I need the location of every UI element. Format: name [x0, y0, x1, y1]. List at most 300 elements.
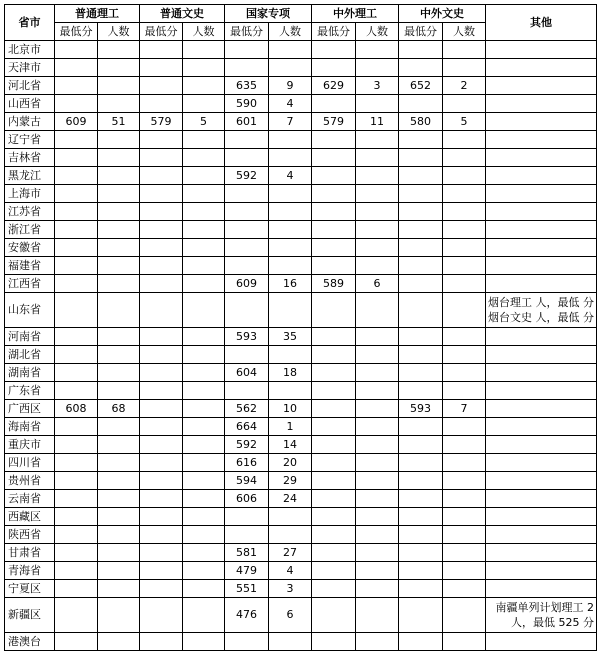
header-count: 人数: [183, 23, 225, 41]
other-note-cell: [486, 221, 597, 239]
sino-foreign-arts-min-cell: [399, 221, 443, 239]
sino-foreign-science-min-cell: 589: [312, 275, 356, 293]
province-cell: 陕西省: [5, 526, 55, 544]
sino-foreign-arts-count-cell: 7: [443, 400, 486, 418]
sino-foreign-science-count-cell: [356, 382, 399, 400]
sino-foreign-science-min-cell: [312, 257, 356, 275]
sino-foreign-arts-count-cell: [443, 203, 486, 221]
sino-foreign-arts-min-cell: [399, 149, 443, 167]
national-special-min-cell: [225, 382, 269, 400]
sino-foreign-arts-count-cell: [443, 508, 486, 526]
table-row: [5, 149, 597, 167]
regular-science-count-cell: [98, 633, 140, 651]
header-group-national-special: 国家专项: [225, 5, 312, 23]
table-row: [5, 113, 597, 131]
sino-foreign-arts-min-cell: [399, 454, 443, 472]
national-special-min-cell: 590: [225, 95, 269, 113]
other-note-cell: [486, 185, 597, 203]
regular-arts-min-cell: [140, 580, 183, 598]
sino-foreign-arts-count-cell: [443, 59, 486, 77]
regular-arts-count-cell: [183, 364, 225, 382]
regular-science-count-cell: [98, 382, 140, 400]
table-row: [5, 275, 597, 293]
other-note-cell: [486, 508, 597, 526]
regular-arts-count-cell: [183, 633, 225, 651]
sino-foreign-science-min-cell: [312, 400, 356, 418]
sino-foreign-science-min-cell: [312, 436, 356, 454]
table-row: [5, 293, 597, 328]
other-note-cell: [486, 41, 597, 59]
sino-foreign-arts-count-cell: [443, 328, 486, 346]
regular-arts-min-cell: [140, 346, 183, 364]
national-special-min-cell: [225, 185, 269, 203]
regular-science-count-cell: [98, 95, 140, 113]
header-group-sino-foreign-science: 中外理工: [312, 5, 399, 23]
sino-foreign-arts-min-cell: [399, 239, 443, 257]
regular-science-count-cell: [98, 239, 140, 257]
province-cell: 山东省: [5, 293, 55, 328]
regular-science-min-cell: [55, 598, 98, 633]
sino-foreign-science-count-cell: [356, 436, 399, 454]
other-note-cell: [486, 149, 597, 167]
other-note-cell: 烟台理工 人，最低 分 烟台文史 人，最低 分: [486, 293, 597, 328]
province-cell: 黑龙江: [5, 167, 55, 185]
regular-arts-min-cell: [140, 185, 183, 203]
province-cell: 吉林省: [5, 149, 55, 167]
national-special-min-cell: 581: [225, 544, 269, 562]
national-special-count-cell: 6: [269, 598, 312, 633]
regular-arts-min-cell: [140, 275, 183, 293]
regular-science-count-cell: [98, 185, 140, 203]
sino-foreign-science-count-cell: [356, 41, 399, 59]
sino-foreign-science-count-cell: [356, 633, 399, 651]
other-note-cell: [486, 77, 597, 95]
header-other: 其他: [486, 5, 597, 41]
sino-foreign-science-count-cell: [356, 454, 399, 472]
table-row: [5, 436, 597, 454]
sino-foreign-arts-min-cell: [399, 633, 443, 651]
regular-science-count-cell: [98, 364, 140, 382]
province-cell: 河北省: [5, 77, 55, 95]
sino-foreign-arts-min-cell: [399, 598, 443, 633]
national-special-min-cell: 616: [225, 454, 269, 472]
regular-science-count-cell: [98, 167, 140, 185]
province-cell: 湖南省: [5, 364, 55, 382]
province-cell: 宁夏区: [5, 580, 55, 598]
sino-foreign-arts-count-cell: [443, 454, 486, 472]
regular-science-min-cell: [55, 580, 98, 598]
province-cell: 北京市: [5, 41, 55, 59]
sino-foreign-arts-min-cell: [399, 346, 443, 364]
header-count: 人数: [269, 23, 312, 41]
regular-science-count-cell: [98, 149, 140, 167]
regular-science-min-cell: [55, 167, 98, 185]
regular-arts-min-cell: [140, 598, 183, 633]
sino-foreign-arts-min-cell: [399, 544, 443, 562]
table-row: [5, 454, 597, 472]
national-special-count-cell: 35: [269, 328, 312, 346]
admission-table: [4, 4, 597, 651]
national-special-min-cell: 562: [225, 400, 269, 418]
table-row: [5, 131, 597, 149]
regular-science-min-cell: [55, 633, 98, 651]
other-note-cell: [486, 346, 597, 364]
sino-foreign-arts-count-cell: [443, 257, 486, 275]
national-special-count-cell: 29: [269, 472, 312, 490]
regular-arts-min-cell: 579: [140, 113, 183, 131]
regular-science-min-cell: [55, 203, 98, 221]
sino-foreign-science-count-cell: [356, 221, 399, 239]
national-special-count-cell: [269, 257, 312, 275]
regular-arts-min-cell: [140, 221, 183, 239]
header-count: 人数: [356, 23, 399, 41]
table-row: [5, 562, 597, 580]
sino-foreign-science-min-cell: [312, 239, 356, 257]
regular-arts-count-cell: [183, 580, 225, 598]
regular-arts-min-cell: [140, 149, 183, 167]
sino-foreign-science-min-cell: [312, 364, 356, 382]
regular-science-min-cell: [55, 544, 98, 562]
header-min-score: 最低分: [225, 23, 269, 41]
regular-science-count-cell: [98, 293, 140, 328]
other-note-cell: [486, 364, 597, 382]
sino-foreign-science-count-cell: [356, 364, 399, 382]
national-special-min-cell: 635: [225, 77, 269, 95]
province-cell: 贵州省: [5, 472, 55, 490]
regular-arts-count-cell: [183, 293, 225, 328]
sino-foreign-science-min-cell: [312, 598, 356, 633]
regular-science-min-cell: [55, 59, 98, 77]
header-min-score: 最低分: [312, 23, 356, 41]
table-row: [5, 239, 597, 257]
table-row: [5, 526, 597, 544]
sino-foreign-science-count-cell: [356, 562, 399, 580]
regular-science-min-cell: 609: [55, 113, 98, 131]
regular-arts-min-cell: [140, 59, 183, 77]
sino-foreign-arts-min-cell: [399, 472, 443, 490]
sino-foreign-science-min-cell: [312, 59, 356, 77]
national-special-min-cell: 593: [225, 328, 269, 346]
national-special-min-cell: [225, 221, 269, 239]
sino-foreign-arts-count-cell: [443, 436, 486, 454]
regular-science-count-cell: 68: [98, 400, 140, 418]
regular-arts-count-cell: [183, 454, 225, 472]
table-row: [5, 364, 597, 382]
regular-arts-min-cell: [140, 257, 183, 275]
regular-arts-min-cell: [140, 382, 183, 400]
sino-foreign-science-count-cell: 3: [356, 77, 399, 95]
other-note-cell: [486, 328, 597, 346]
sino-foreign-arts-count-cell: [443, 131, 486, 149]
sino-foreign-arts-count-cell: 2: [443, 77, 486, 95]
national-special-min-cell: [225, 41, 269, 59]
sino-foreign-science-count-cell: [356, 95, 399, 113]
sino-foreign-arts-count-cell: [443, 364, 486, 382]
sino-foreign-arts-min-cell: [399, 167, 443, 185]
sino-foreign-arts-count-cell: [443, 382, 486, 400]
province-cell: 西藏区: [5, 508, 55, 526]
sino-foreign-arts-min-cell: [399, 382, 443, 400]
other-note-cell: [486, 472, 597, 490]
regular-science-count-cell: [98, 328, 140, 346]
province-cell: 青海省: [5, 562, 55, 580]
sino-foreign-science-count-cell: [356, 149, 399, 167]
national-special-min-cell: 609: [225, 275, 269, 293]
regular-arts-count-cell: [183, 382, 225, 400]
national-special-count-cell: [269, 149, 312, 167]
regular-arts-count-cell: [183, 41, 225, 59]
table-row: [5, 185, 597, 203]
national-special-count-cell: [269, 221, 312, 239]
national-special-count-cell: 7: [269, 113, 312, 131]
sino-foreign-arts-count-cell: [443, 544, 486, 562]
sino-foreign-arts-count-cell: [443, 41, 486, 59]
regular-arts-count-cell: [183, 598, 225, 633]
regular-arts-count-cell: 5: [183, 113, 225, 131]
regular-arts-min-cell: [140, 41, 183, 59]
regular-arts-min-cell: [140, 562, 183, 580]
table-row: [5, 580, 597, 598]
table-row: [5, 472, 597, 490]
national-special-count-cell: 27: [269, 544, 312, 562]
header-min-score: 最低分: [399, 23, 443, 41]
sino-foreign-science-min-cell: [312, 454, 356, 472]
sino-foreign-arts-count-cell: [443, 275, 486, 293]
regular-arts-count-cell: [183, 418, 225, 436]
regular-science-count-cell: [98, 257, 140, 275]
province-cell: 重庆市: [5, 436, 55, 454]
sino-foreign-arts-min-cell: [399, 185, 443, 203]
sino-foreign-arts-count-cell: [443, 185, 486, 203]
sino-foreign-arts-min-cell: 593: [399, 400, 443, 418]
regular-arts-min-cell: [140, 633, 183, 651]
sino-foreign-arts-min-cell: 580: [399, 113, 443, 131]
regular-arts-count-cell: [183, 257, 225, 275]
sino-foreign-science-count-cell: [356, 131, 399, 149]
regular-arts-count-cell: [183, 221, 225, 239]
other-note-cell: [486, 275, 597, 293]
regular-science-min-cell: [55, 328, 98, 346]
sino-foreign-science-min-cell: [312, 95, 356, 113]
regular-science-count-cell: [98, 490, 140, 508]
regular-arts-count-cell: [183, 59, 225, 77]
national-special-count-cell: [269, 293, 312, 328]
national-special-min-cell: [225, 633, 269, 651]
sino-foreign-arts-count-cell: [443, 221, 486, 239]
national-special-count-cell: [269, 59, 312, 77]
regular-science-count-cell: [98, 41, 140, 59]
national-special-count-cell: 18: [269, 364, 312, 382]
regular-science-min-cell: [55, 508, 98, 526]
table-row: [5, 77, 597, 95]
sino-foreign-science-count-cell: [356, 508, 399, 526]
sino-foreign-science-min-cell: [312, 526, 356, 544]
table-body: [5, 41, 597, 651]
sino-foreign-science-count-cell: [356, 400, 399, 418]
table-row: [5, 508, 597, 526]
sino-foreign-science-min-cell: [312, 490, 356, 508]
regular-arts-min-cell: [140, 77, 183, 95]
sino-foreign-science-min-cell: [312, 328, 356, 346]
header-min-score: 最低分: [55, 23, 98, 41]
sino-foreign-arts-count-cell: [443, 472, 486, 490]
national-special-count-cell: [269, 203, 312, 221]
regular-arts-min-cell: [140, 454, 183, 472]
regular-science-min-cell: [55, 472, 98, 490]
regular-arts-count-cell: [183, 328, 225, 346]
sino-foreign-arts-min-cell: [399, 328, 443, 346]
national-special-min-cell: 476: [225, 598, 269, 633]
regular-science-count-cell: [98, 59, 140, 77]
national-special-min-cell: [225, 346, 269, 364]
national-special-count-cell: 9: [269, 77, 312, 95]
regular-science-min-cell: 608: [55, 400, 98, 418]
header-group-regular-science: 普通理工: [55, 5, 140, 23]
sino-foreign-science-min-cell: [312, 562, 356, 580]
province-cell: 山西省: [5, 95, 55, 113]
other-note-cell: [486, 203, 597, 221]
regular-science-min-cell: [55, 239, 98, 257]
other-note-cell: [486, 633, 597, 651]
other-note-cell: [486, 382, 597, 400]
sino-foreign-arts-count-cell: [443, 526, 486, 544]
national-special-min-cell: [225, 239, 269, 257]
sino-foreign-arts-min-cell: [399, 41, 443, 59]
regular-science-count-cell: [98, 418, 140, 436]
header-province: 省市: [5, 5, 55, 41]
sino-foreign-science-count-cell: 6: [356, 275, 399, 293]
national-special-count-cell: 1: [269, 418, 312, 436]
sino-foreign-arts-min-cell: 652: [399, 77, 443, 95]
sino-foreign-arts-count-cell: [443, 293, 486, 328]
sino-foreign-arts-count-cell: [443, 167, 486, 185]
national-special-min-cell: 606: [225, 490, 269, 508]
sino-foreign-science-min-cell: [312, 41, 356, 59]
sino-foreign-science-min-cell: [312, 185, 356, 203]
regular-arts-min-cell: [140, 418, 183, 436]
header-group-regular-arts: 普通文史: [140, 5, 225, 23]
regular-science-count-cell: [98, 346, 140, 364]
other-note-cell: [486, 454, 597, 472]
table-row: [5, 167, 597, 185]
regular-science-count-cell: [98, 203, 140, 221]
regular-arts-min-cell: [140, 239, 183, 257]
province-cell: 天津市: [5, 59, 55, 77]
regular-arts-count-cell: [183, 131, 225, 149]
sino-foreign-arts-count-cell: [443, 239, 486, 257]
province-cell: 江苏省: [5, 203, 55, 221]
regular-science-min-cell: [55, 41, 98, 59]
regular-science-min-cell: [55, 257, 98, 275]
regular-science-min-cell: [55, 221, 98, 239]
sino-foreign-science-count-cell: 11: [356, 113, 399, 131]
national-special-count-cell: 10: [269, 400, 312, 418]
national-special-count-cell: [269, 185, 312, 203]
province-cell: 上海市: [5, 185, 55, 203]
sino-foreign-science-count-cell: [356, 346, 399, 364]
regular-science-min-cell: [55, 275, 98, 293]
province-cell: 安徽省: [5, 239, 55, 257]
sino-foreign-arts-count-cell: [443, 633, 486, 651]
table-row: [5, 346, 597, 364]
sino-foreign-science-min-cell: [312, 508, 356, 526]
other-note-cell: [486, 59, 597, 77]
province-cell: 四川省: [5, 454, 55, 472]
national-special-min-cell: 604: [225, 364, 269, 382]
regular-arts-min-cell: [140, 364, 183, 382]
other-note-cell: [486, 167, 597, 185]
sino-foreign-arts-count-cell: [443, 95, 486, 113]
regular-arts-min-cell: [140, 436, 183, 454]
table-row: [5, 490, 597, 508]
other-note-cell: [486, 95, 597, 113]
table-row: [5, 633, 597, 651]
sino-foreign-arts-min-cell: [399, 580, 443, 598]
province-cell: 河南省: [5, 328, 55, 346]
regular-arts-count-cell: [183, 239, 225, 257]
national-special-min-cell: [225, 257, 269, 275]
header-group-row: [5, 5, 597, 23]
sino-foreign-arts-count-cell: [443, 580, 486, 598]
table-row: [5, 41, 597, 59]
regular-arts-count-cell: [183, 400, 225, 418]
sino-foreign-science-count-cell: [356, 257, 399, 275]
regular-arts-count-cell: [183, 149, 225, 167]
province-cell: 海南省: [5, 418, 55, 436]
national-special-min-cell: 592: [225, 167, 269, 185]
regular-arts-min-cell: [140, 490, 183, 508]
province-cell: 内蒙古: [5, 113, 55, 131]
table-row: [5, 598, 597, 633]
regular-science-min-cell: [55, 131, 98, 149]
table-row: [5, 382, 597, 400]
national-special-min-cell: 479: [225, 562, 269, 580]
province-cell: 新疆区: [5, 598, 55, 633]
national-special-min-cell: [225, 293, 269, 328]
sino-foreign-science-min-cell: [312, 544, 356, 562]
national-special-count-cell: [269, 131, 312, 149]
sino-foreign-science-min-cell: [312, 293, 356, 328]
sino-foreign-science-min-cell: [312, 131, 356, 149]
other-note-cell: [486, 526, 597, 544]
sino-foreign-science-min-cell: [312, 633, 356, 651]
national-special-min-cell: 594: [225, 472, 269, 490]
province-cell: 云南省: [5, 490, 55, 508]
sino-foreign-science-count-cell: [356, 167, 399, 185]
other-note-cell: [486, 257, 597, 275]
regular-arts-count-cell: [183, 436, 225, 454]
sino-foreign-arts-count-cell: [443, 598, 486, 633]
regular-arts-count-cell: [183, 526, 225, 544]
other-note-cell: [486, 436, 597, 454]
regular-arts-count-cell: [183, 544, 225, 562]
national-special-count-cell: [269, 508, 312, 526]
national-special-min-cell: 592: [225, 436, 269, 454]
header-min-score: 最低分: [140, 23, 183, 41]
national-special-min-cell: [225, 59, 269, 77]
regular-arts-count-cell: [183, 95, 225, 113]
sino-foreign-arts-count-cell: [443, 149, 486, 167]
sino-foreign-arts-count-cell: 5: [443, 113, 486, 131]
sino-foreign-arts-min-cell: [399, 95, 443, 113]
national-special-min-cell: [225, 526, 269, 544]
regular-science-min-cell: [55, 364, 98, 382]
other-note-cell: [486, 544, 597, 562]
national-special-count-cell: 24: [269, 490, 312, 508]
sino-foreign-science-count-cell: [356, 544, 399, 562]
province-cell: 甘肃省: [5, 544, 55, 562]
regular-arts-count-cell: [183, 472, 225, 490]
